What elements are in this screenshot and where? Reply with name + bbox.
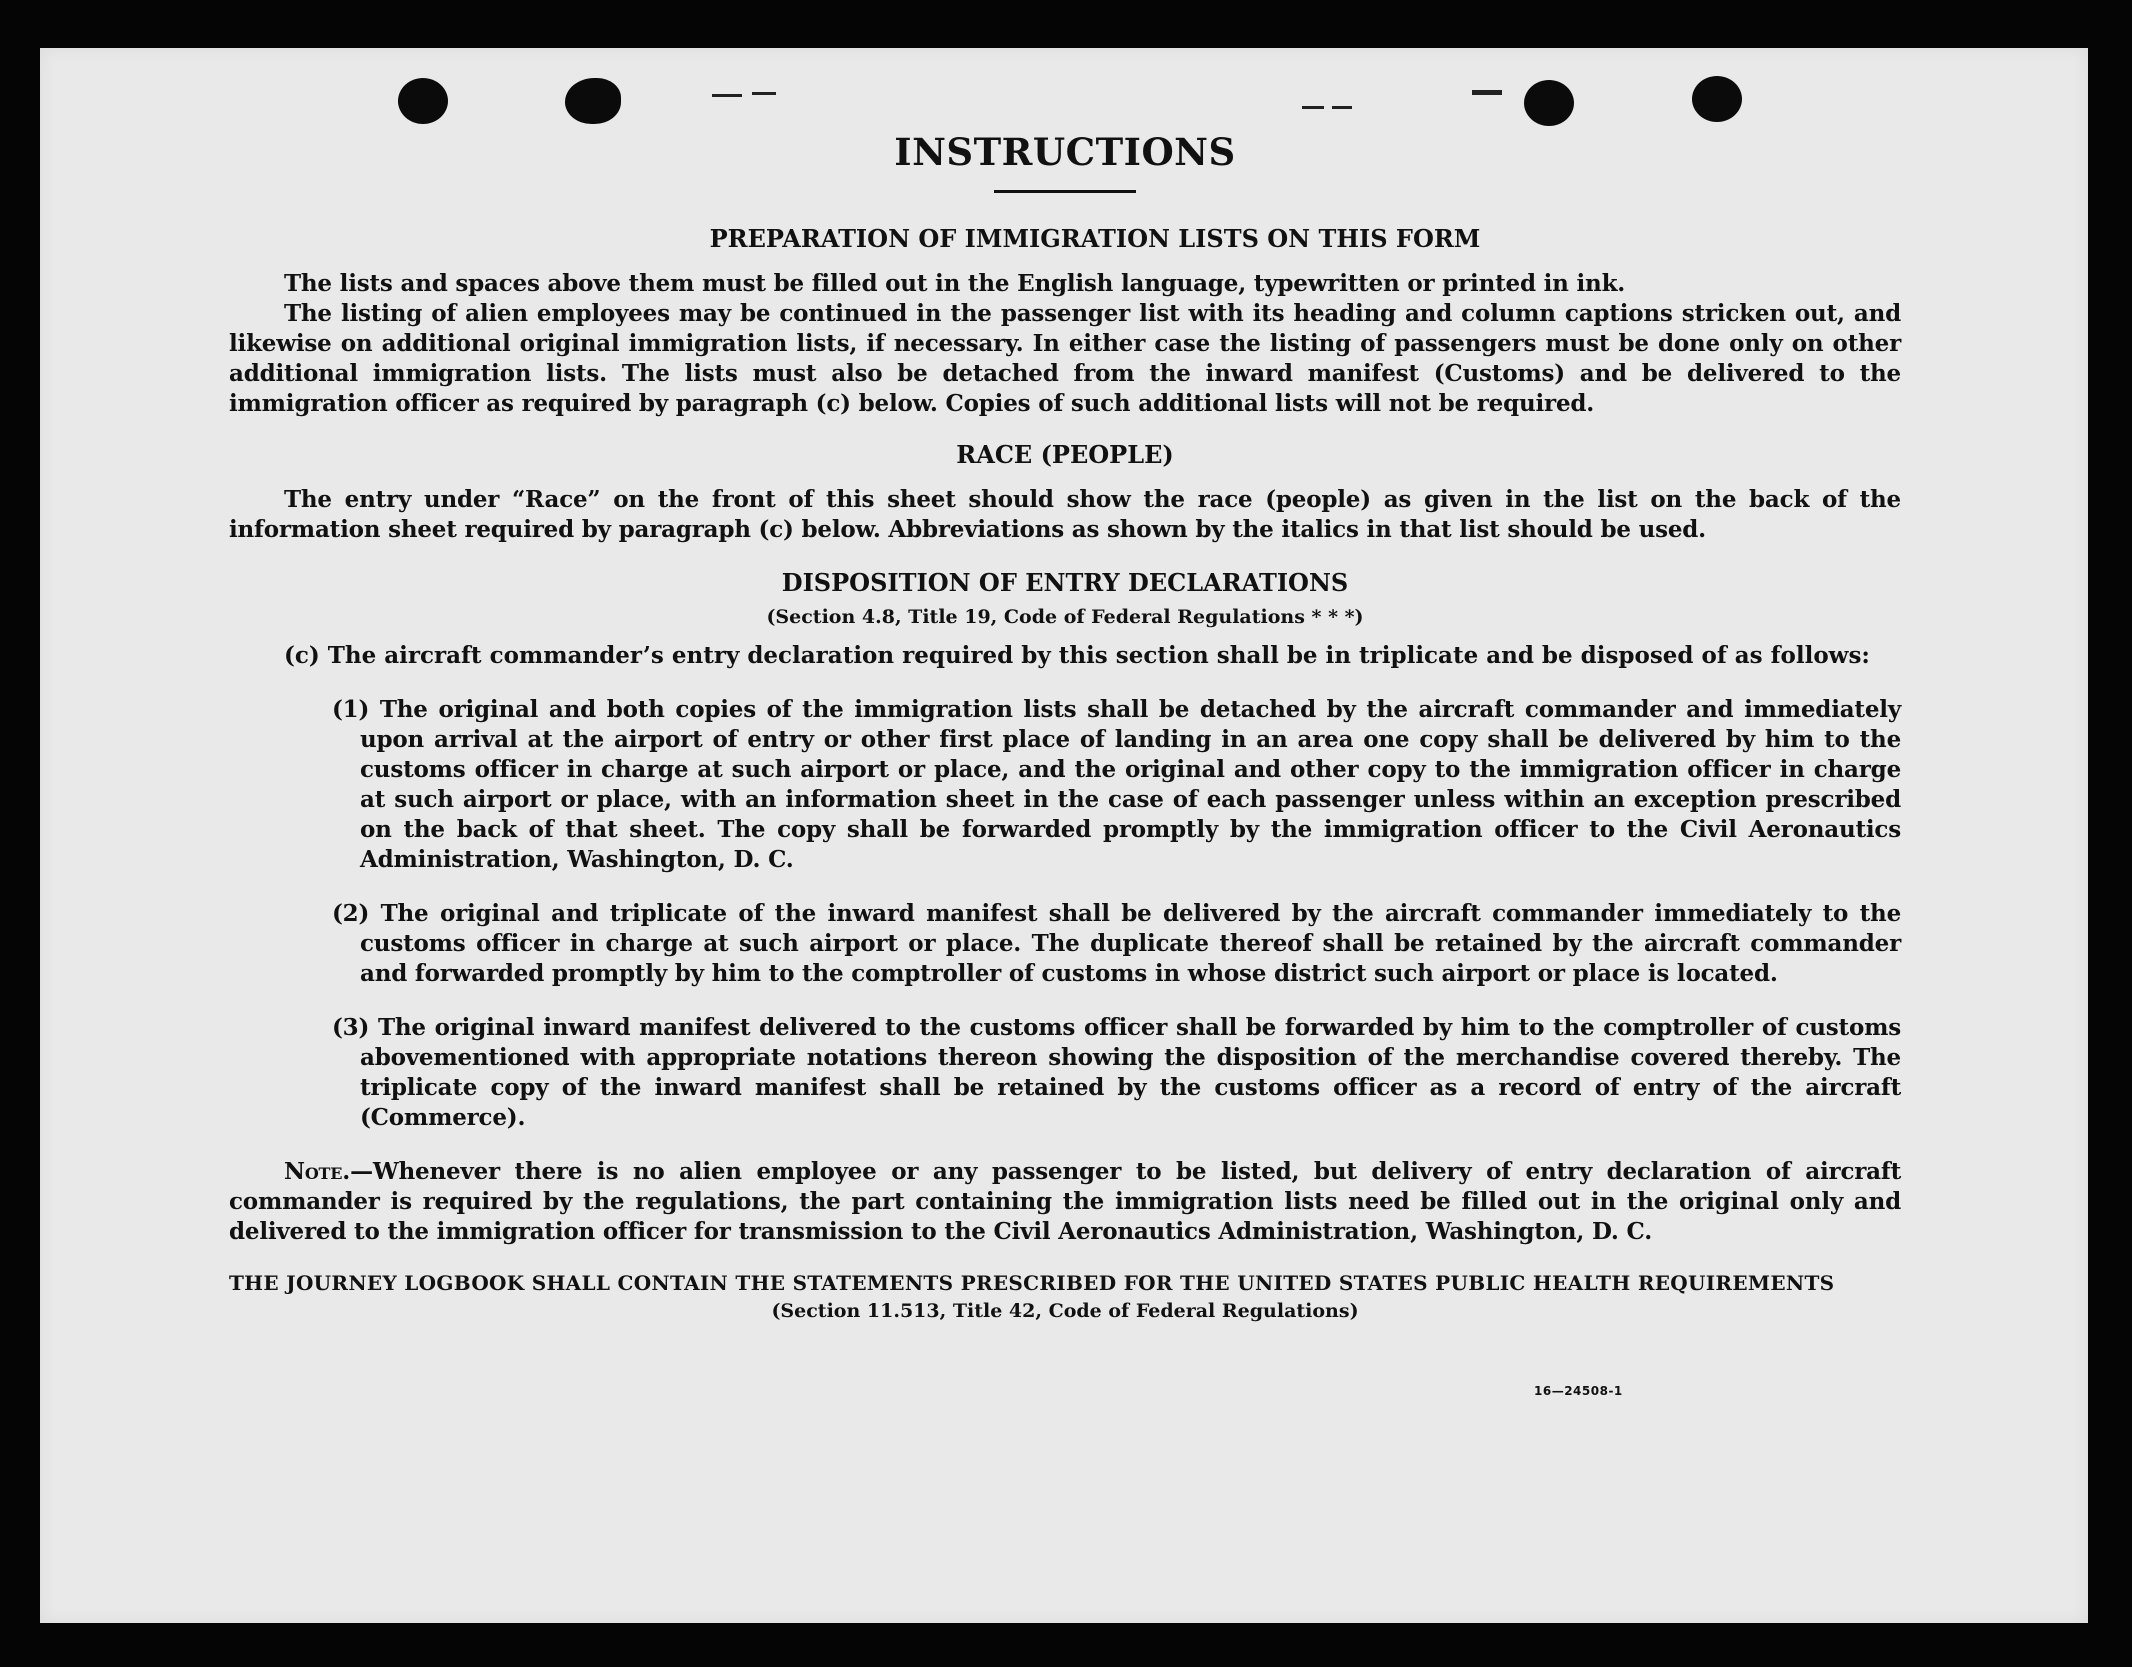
disposition-citation: (Section 4.8, Title 19, Code of Federal Regulations * * *): [766, 606, 1364, 628]
preparation-paragraph-1: The lists and spaces above them must be filled out in the English language, typewritten or printed in ink.: [284, 270, 1626, 297]
scan-speck: [1472, 90, 1502, 95]
instructions-content: [229, 128, 1901, 1325]
item-number: (1): [332, 696, 370, 723]
note-lead: Note.: [284, 1158, 351, 1185]
scan-speck: [1332, 106, 1352, 109]
preparation-heading: PREPARATION OF IMMIGRATION LISTS ON THIS FORM: [709, 224, 1481, 253]
item-text: The original inward manifest delivered to the customs officer shall be forwarded by him to the comptroller of customs abovementioned with appropriate notations thereon showing the disposition of the merchandise covered thereby. The triplicate copy of the inward manifest shall be retained by the customs officer as a record of entry of the aircraft (Commerce).: [360, 1014, 1902, 1131]
disposition-item-2: [332, 899, 1901, 989]
note-paragraph: [229, 1157, 1901, 1247]
preparation-paragraph-2: The listing of alien employees may be continued in the passenger list with its heading and column captions stricken out, and likewise on additional original immigration lists, if necessary. In either case the listing of passengers must be done only on other additional immigration lists. The lists must also be detached from the inward manifest (Customs) and be delivered to the immigration officer as required by paragraph (c) below. Copies of such additional lists will not be required.: [229, 300, 1901, 417]
title-underline: [994, 190, 1136, 193]
disposition-item-1: [332, 695, 1901, 875]
disposition-item-body: [332, 899, 1901, 989]
punch-hole: [565, 78, 621, 124]
item-text: The original and both copies of the immigration lists shall be detached by the aircraft commander and immediately upon arrival at the airport of entry or other first place of landing in an area one copy shall be delivered by him to the customs officer in charge at such airport or place, and the original and other copy to the immigration officer in charge at such airport or place, with an information sheet in the case of each passenger unless within an exception prescribed on the back of that sheet. The copy shall be forwarded promptly by the immigration officer to the Civil Aeronautics Administration, Washington, D. C.: [360, 696, 1901, 873]
disposition-heading: DISPOSITION OF ENTRY DECLARATIONS: [781, 568, 1349, 597]
item-number: (2): [332, 900, 370, 927]
note-text: —Whenever there is no alien employee or any passenger to be listed, but delivery of entry declaration of aircraft commander is required by the regulations, the part containing the immigration lists need be filled out in the original only and delivered to the immigration officer for transmission to the Civil Aeronautics Administration, Washington, D. C.: [229, 1158, 1901, 1245]
race-heading: RACE (PEOPLE): [956, 440, 1174, 469]
scan-speck: [712, 94, 742, 97]
disposition-item-body: [332, 695, 1901, 875]
punch-hole: [1524, 80, 1574, 126]
disposition-item-body: [332, 1013, 1901, 1133]
punch-hole: [1692, 76, 1742, 122]
item-text: The original and triplicate of the inward manifest shall be delivered by the aircraft commander immediately to the customs officer in charge at such airport or place. The duplicate thereof shall be retained by the aircraft commander and forwarded promptly by him to the comptroller of customs in whose district such airport or place is located.: [360, 900, 1901, 987]
page-title: INSTRUCTIONS: [894, 130, 1236, 174]
race-paragraph: The entry under “Race” on the front of this sheet should show the race (people) as given in the list on the back of the information sheet required by paragraph (c) below. Abbreviations as shown by the italics in that list should be used.: [229, 486, 1901, 543]
disposition-item-3: [332, 1013, 1901, 1133]
disposition-lead: (c) The aircraft commander’s entry declaration required by this section shall be in triplicate and be disposed of as follows:: [284, 642, 1870, 669]
journey-logbook-statement: THE JOURNEY LOGBOOK SHALL CONTAIN THE STATEMENTS PRESCRIBED FOR THE UNITED STATES PUBLIC HEALTH REQUIREMENTS: [229, 1271, 1835, 1295]
scan-speck: [752, 92, 776, 95]
document-page: [40, 48, 2088, 1623]
scan-speck: [1302, 106, 1324, 109]
item-number: (3): [332, 1014, 370, 1041]
punch-hole: [398, 78, 448, 124]
form-number: 16—24508-1: [1534, 1384, 1623, 1398]
journey-logbook-citation: (Section 11.513, Title 42, Code of Federal Regulations): [771, 1300, 1359, 1322]
